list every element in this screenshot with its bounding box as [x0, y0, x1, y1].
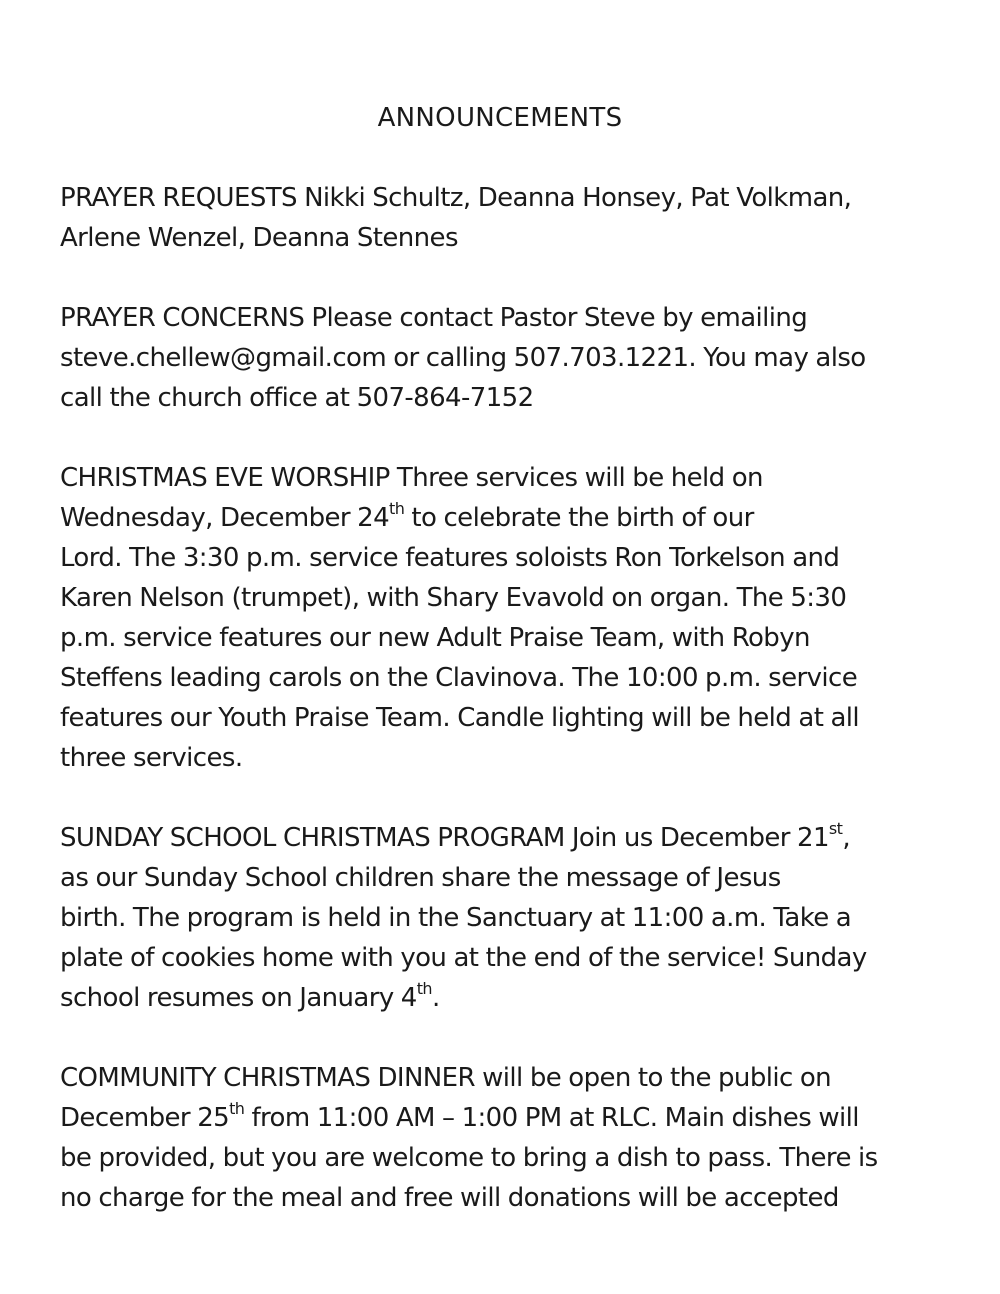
- christmas-eve-line: [60, 498, 950, 538]
- page-title: ANNOUNCEMENTS: [377, 103, 623, 133]
- community-dinner-line: COMMUNITY CHRISTMAS DINNER will be open to the public on: [60, 1063, 832, 1093]
- sunday-school-line: [60, 978, 950, 1018]
- community-dinner-line: be provided, but you are welcome to bring a dish to pass. There is: [60, 1143, 878, 1173]
- christmas-eve-worship-section: [60, 458, 950, 778]
- prayer-requests-section: [60, 178, 950, 258]
- christmas-eve-line: Karen Nelson (trumpet), with Shary Evavold on organ. The 5:30: [60, 583, 847, 613]
- prayer-concerns-section: [60, 298, 950, 418]
- prayer-requests-line: Arlene Wenzel, Deanna Stennes: [60, 223, 458, 253]
- prayer-concerns-line: steve.chellew@gmail.com or calling 507.703.1221. You may also: [60, 343, 866, 373]
- announcements-page: [60, 98, 950, 1218]
- christmas-eve-line: CHRISTMAS EVE WORSHIP Three services will be held on: [60, 463, 763, 493]
- sunday-school-text: school resumes on January 4: [60, 983, 417, 1013]
- sunday-school-line: [60, 818, 950, 858]
- prayer-concerns-line: PRAYER CONCERNS Please contact Pastor Steve by emailing: [60, 303, 808, 333]
- sunday-school-line: birth. The program is held in the Sanctuary at 11:00 a.m. Take a: [60, 903, 852, 933]
- community-dinner-text: December 25: [60, 1103, 230, 1133]
- ordinal-suffix: th: [229, 1099, 245, 1119]
- community-dinner-line: [60, 1098, 950, 1138]
- christmas-eve-line: features our Youth Praise Team. Candle lighting will be held at all: [60, 703, 860, 733]
- christmas-eve-line: p.m. service features our new Adult Praise Team, with Robyn: [60, 623, 810, 653]
- sunday-school-line: as our Sunday School children share the message of Jesus: [60, 863, 781, 893]
- prayer-requests-line: PRAYER REQUESTS Nikki Schultz, Deanna Honsey, Pat Volkman,: [60, 183, 852, 213]
- prayer-concerns-line: call the church office at 507-864-7152: [60, 383, 534, 413]
- christmas-eve-line: three services.: [60, 743, 243, 773]
- sunday-school-text: .: [431, 983, 440, 1013]
- sunday-school-line: plate of cookies home with you at the end of the service! Sunday: [60, 943, 867, 973]
- sunday-school-program-section: [60, 818, 950, 1018]
- christmas-eve-text: Wednesday, December 24: [60, 503, 390, 533]
- community-dinner-section: [60, 1058, 950, 1218]
- sunday-school-text: ,: [842, 823, 851, 853]
- christmas-eve-line: Steffens leading carols on the Clavinova. The 10:00 p.m. service: [60, 663, 858, 693]
- ordinal-suffix: th: [389, 499, 405, 519]
- christmas-eve-text: to celebrate the birth of our: [404, 503, 754, 533]
- sunday-school-text: SUNDAY SCHOOL CHRISTMAS PROGRAM Join us December 21: [60, 823, 829, 853]
- community-dinner-text: from 11:00 AM – 1:00 PM at RLC. Main dishes will: [244, 1103, 859, 1133]
- community-dinner-line: no charge for the meal and free will donations will be accepted: [60, 1183, 839, 1213]
- christmas-eve-line: Lord. The 3:30 p.m. service features soloists Ron Torkelson and: [60, 543, 840, 573]
- ordinal-suffix: th: [416, 979, 432, 999]
- ordinal-suffix: st: [828, 819, 843, 839]
